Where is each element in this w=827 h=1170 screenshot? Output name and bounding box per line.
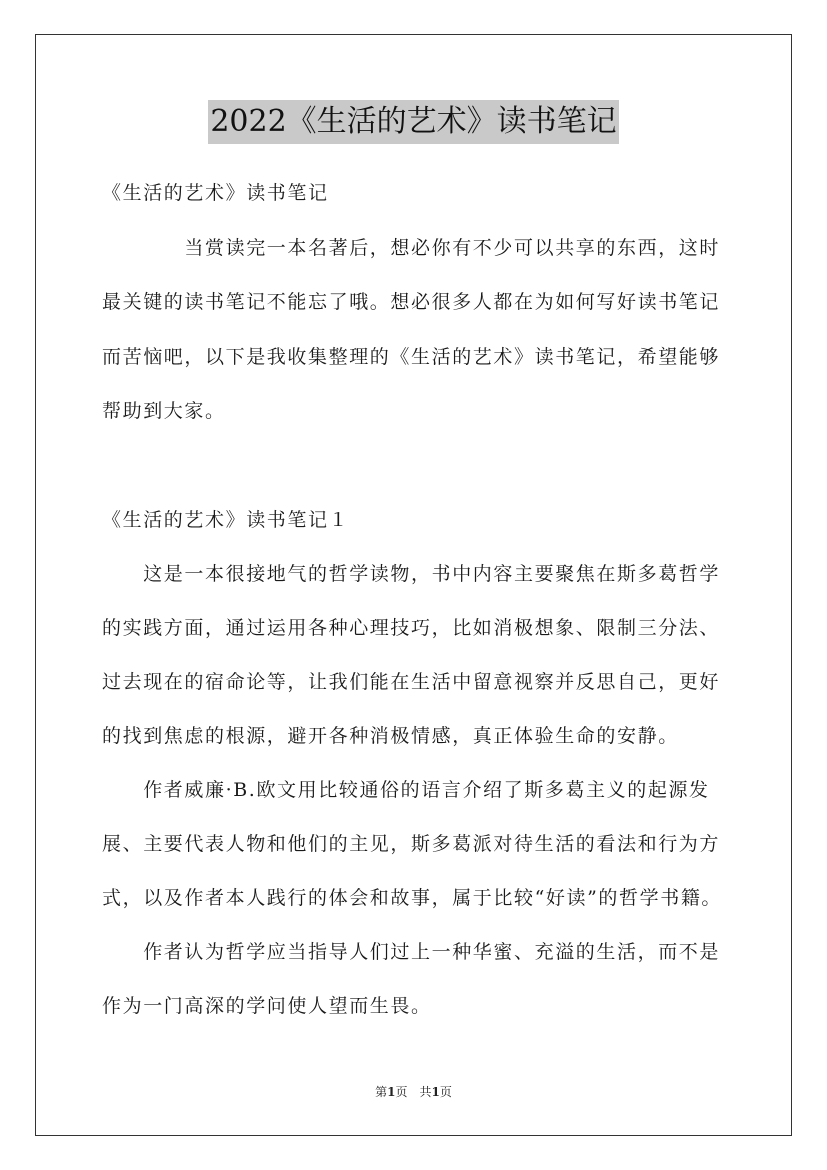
footer-prefix: 第 [375, 1085, 388, 1099]
page-footer [0, 1084, 827, 1100]
body-line: 过去现在的宿命论等，让我们能在生活中留意视察并反思自己，更好 [102, 671, 721, 693]
body-line: 这是一本很接地气的哲学读物，书中内容主要聚焦在斯多葛哲学 [102, 563, 721, 585]
intro-line: 当赏读完一本名著后，想必你有不少可以共享的东西，这时 [102, 237, 721, 259]
body-line: 作为一门高深的学问使人望而生畏。 [102, 995, 432, 1017]
intro-line: 帮助到大家。 [102, 400, 226, 422]
body-line: 式，以及作者本人践行的体会和故事，属于比较“好读”的哲学书籍。 [102, 887, 723, 909]
body-line: 作者威廉·B.欧文用比较通俗的语言介绍了斯多葛主义的起源发 [102, 779, 710, 801]
body-line: 的实践方面，通过运用各种心理技巧，比如消极想象、限制三分法、 [102, 617, 721, 639]
document-title: 2022《生活的艺术》读书笔记 [208, 100, 618, 144]
body-line: 作者认为哲学应当指导人们过上一种华蜜、充溢的生活，而不是 [102, 941, 721, 963]
footer-page-total: 1 [431, 1085, 440, 1099]
document-subtitle: 《生活的艺术》读书笔记 [102, 182, 329, 204]
footer-suffix: 页 [439, 1085, 452, 1099]
section-heading: 《生活的艺术》读书笔记１ [102, 509, 350, 531]
footer-page-number: 1 [387, 1085, 396, 1099]
intro-line: 而苦恼吧，以下是我收集整理的《生活的艺术》读书笔记，希望能够 [102, 346, 721, 368]
intro-line: 最关键的读书笔记不能忘了哦。想必很多人都在为如何写好读书笔记 [102, 291, 721, 313]
body-line: 展、主要代表人物和他们的主见，斯多葛派对待生活的看法和行为方 [102, 833, 721, 855]
title-container [0, 100, 827, 144]
body-line: 的找到焦虑的根源，避开各种消极情感，真正体验生命的安静。 [102, 725, 679, 747]
footer-mid: 页 共 [395, 1085, 432, 1099]
